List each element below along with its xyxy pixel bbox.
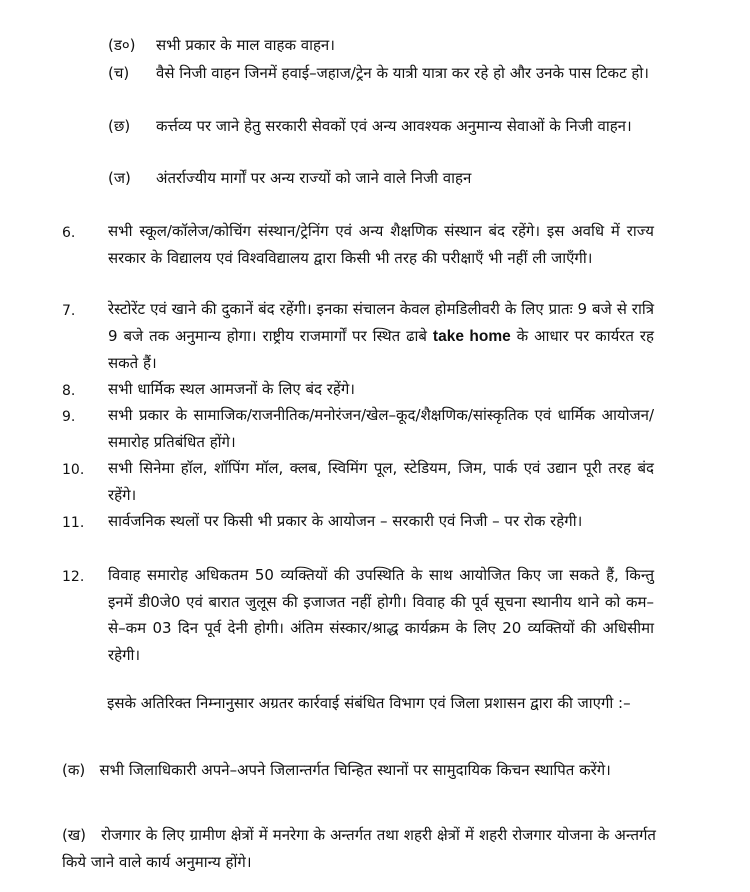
item-number: 7. <box>62 303 76 319</box>
intro-paragraph: इसके अतिरिक्त निम्नानुसार अग्रतर कार्रवाई संबंधित विभाग एवं जिला प्रशासन द्वारा की जाएगी :– <box>107 694 631 712</box>
action-label: (क) <box>62 761 86 779</box>
item-number: 8. <box>62 383 76 399</box>
sub-item-text: सभी प्रकार के माल वाहक वाहन। <box>156 36 335 54</box>
item-text-part: रेस्टोरेंट एवं खाने की दुकानें बंद रहेंगी। इनका संचालन केवल होमडिलीवरी के लिए प्रातः 9 बजे से रात्रि 9 बजे तक अनुमान्य होगा। राष्ट्रीय राजमार्गों पर स्थित ढाबे <box>108 300 654 345</box>
sub-item-label: (च) <box>108 64 130 82</box>
item-text-part: के आधार पर कार्यरत रह सकते हैं। <box>108 326 654 372</box>
action-item <box>62 822 656 876</box>
item-text: विवाह समारोह अधिकतम 50 व्यक्तियों की उपस्थिति के साथ आयोजित किए जा सकते हैं, किन्तु इनमें डी0जे0 एवं बारात जुलूस की इजाजत नहीं होगी। विवाह की पूर्व सूचना स्थानीय थाने को कम–से–कम 03 दिन पूर्व देनी होगी। अंतिम संस्कार/श्राद्ध कार्यक्रम के लिए 20 व्यक्तियों की अधिसीमा रहेगी। <box>108 566 654 664</box>
sub-item <box>108 165 660 191</box>
sub-item <box>108 113 660 165</box>
sub-item <box>108 60 660 112</box>
item-text: सभी सिनेमा हॉल, शॉपिंग मॉल, क्लब, स्विमिंग पूल, स्टेडियम, जिम, पार्क एवं उद्यान पूरी तरह बंद रहेंगे। <box>108 459 654 504</box>
action-text: सभी जिलाधिकारी अपने–अपने जिलान्तर्गत चिन्हित स्थानों पर सामुदायिक किचन स्थापित करेंगे। <box>99 761 611 779</box>
sub-item-text: अंतर्राज्यीय मार्गों पर अन्य राज्यों को जाने वाले निजी वाहन <box>156 169 472 187</box>
item-number: 9. <box>62 409 76 425</box>
item-number: 12. <box>62 569 85 585</box>
action-text: रोजगार के लिए ग्रामीण क्षेत्रों में मनरेगा के अन्तर्गत तथा शहरी क्षेत्रों में शहरी रोजगार योजना के अन्तर्गत किये जाने वाले कार्य अनुमान्य होंगे। <box>62 826 656 871</box>
sub-item-label: (ड०) <box>108 36 136 54</box>
sub-item-text: वैसे निजी वाहन जिनमें हवाई–जहाज/ट्रेन के यात्री यात्रा कर रहे हो और उनके पास टिकट हो। <box>156 64 649 82</box>
action-label: (ख) <box>62 826 86 844</box>
item-number: 11. <box>62 515 85 531</box>
sub-item <box>108 32 660 58</box>
item-text: सभी प्रकार के सामाजिक/राजनीतिक/मनोरंजन/खेल–कूद/शैक्षणिक/सांस्कृतिक एवं धार्मिक आयोजन/समारोह प्रतिबंधित होंगे। <box>108 406 654 451</box>
item-text: सभी स्कूल/कॉलेज/कोचिंग संस्थान/ट्रेनिंग एवं अन्य शैक्षणिक संस्थान बंद रहेंगे। इस अवधि में राज्य सरकार के विद्यालय एवं विश्वविद्यालय द्वारा किसी भी तरह की परीक्षाएँ भी नहीं ली जाएँगी। <box>108 222 654 267</box>
item-text: सार्वजनिक स्थलों पर किसी भी प्रकार के आयोजन – सरकारी एवं निजी – पर रोक रहेगी। <box>108 512 583 530</box>
sub-item-label: (छ) <box>108 117 131 135</box>
item-text: सभी धार्मिक स्थल आमजनों के लिए बंद रहेंगे। <box>108 380 355 398</box>
item-text <box>108 296 654 377</box>
sub-item-text: कर्त्तव्य पर जाने हेतु सरकारी सेवकों एवं अन्य आवश्यक अनुमान्य सेवाओं के निजी वाहन। <box>156 117 632 135</box>
action-item <box>62 757 656 784</box>
sub-item-label: (ज) <box>108 169 131 187</box>
item-number: 10. <box>62 462 85 478</box>
item-text-english: take home <box>432 327 511 345</box>
item-number: 6. <box>62 225 76 241</box>
